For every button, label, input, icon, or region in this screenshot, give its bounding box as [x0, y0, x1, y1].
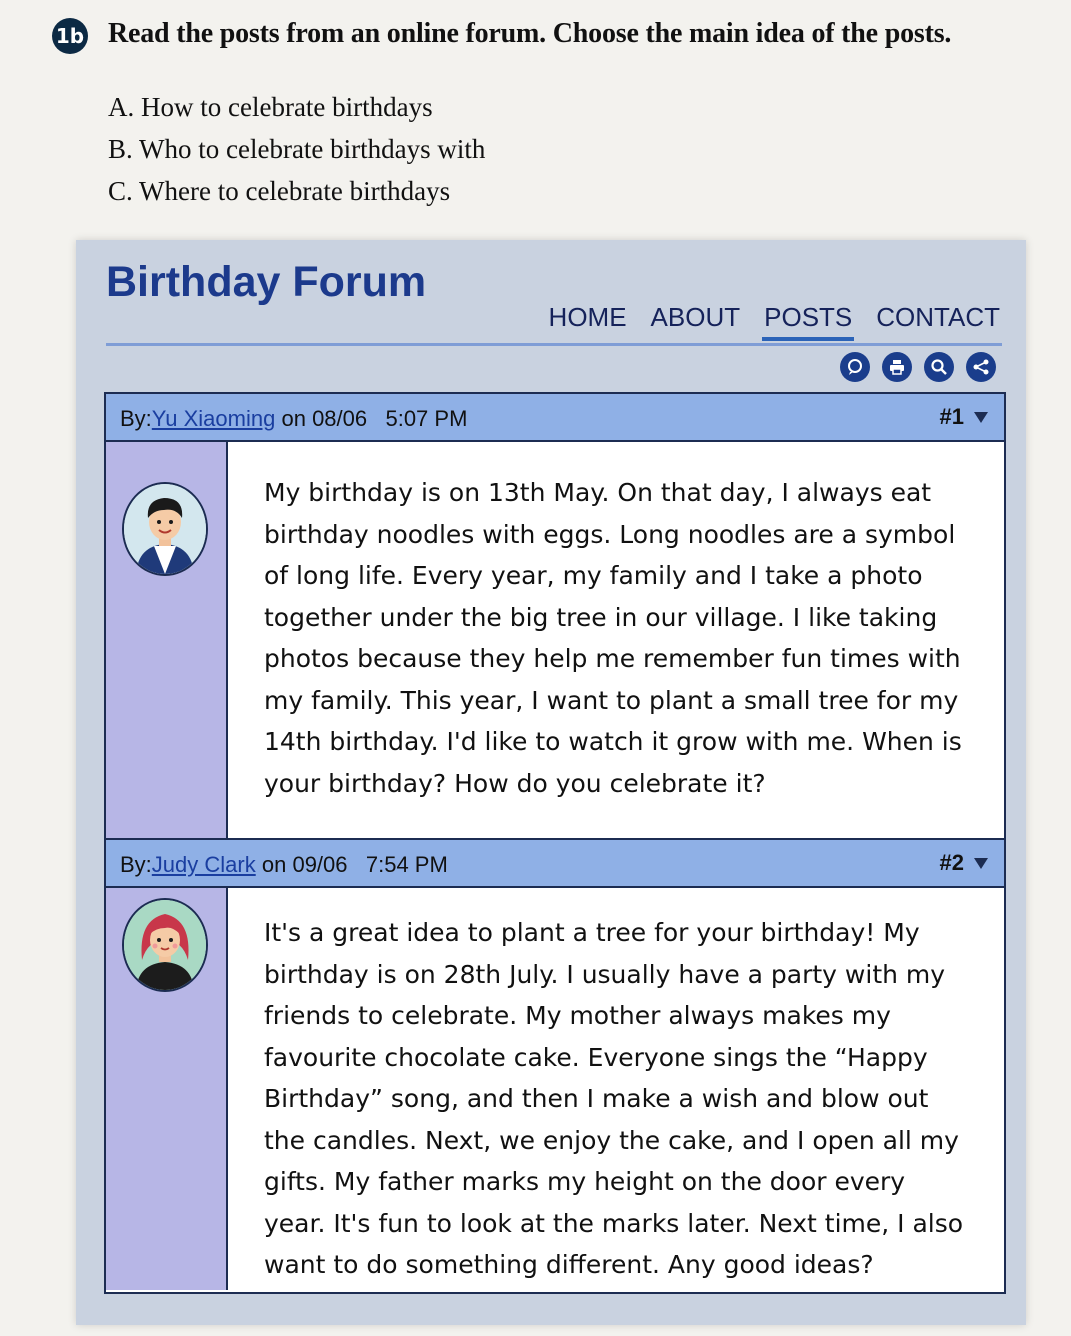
post-body [106, 442, 1004, 838]
author-link[interactable]: Judy Clark [151, 852, 256, 877]
avatar-girl [122, 898, 208, 992]
post-byline [120, 406, 467, 432]
chat-icon[interactable] [840, 352, 870, 382]
post-header [106, 840, 1004, 888]
post-byline [120, 852, 448, 878]
forum-toolbar [840, 352, 996, 382]
avatar-boy [122, 482, 208, 576]
search-icon[interactable] [924, 352, 954, 382]
author-link[interactable]: Yu Xiaoming [151, 406, 276, 431]
post-number [940, 850, 988, 876]
nav-divider [106, 343, 1002, 346]
dropdown-arrow-icon[interactable] [974, 412, 988, 423]
answer-options [108, 86, 485, 212]
forum-post-2 [104, 838, 1006, 1294]
post-text: My birthday is on 13th May. On that day, I always eat birthday noodles with eggs. Long noodles are a symbol of long life. Every year, my family and I take a photo together under the big tree in our village. I like taking photos because they help me remember fun times with my family. This year, I want to plant a small tree for my 14th birthday. I'd like to watch it grow with me. When is your birthday? How do you celebrate it? [264, 478, 962, 798]
share-icon[interactable] [966, 352, 996, 382]
question-number-badge: 1b [52, 18, 88, 54]
post-body [106, 888, 1004, 1290]
forum-post-1 [104, 392, 1006, 842]
post-header [106, 394, 1004, 442]
nav-about[interactable]: ABOUT [650, 302, 741, 332]
post-text: It's a great idea to plant a tree for your birthday! My birthday is on 28th July. I usually have a party with my friends to celebrate. My mother always makes my favourite chocolate cake. Everyone sings the “Happy Birthday” song, and then I make a wish and blow out the candles. Next, we enjoy the cake, and I open all my gifts. My father marks my height on the door every year. It's fun to look at the marks later. Next time, I also want to do something different. Any good ideas? [264, 918, 964, 1279]
post-number [940, 404, 988, 430]
post-time: 7:54 PM [365, 852, 448, 877]
avatar-column [106, 888, 228, 1290]
post-number-label: #2 [939, 850, 964, 875]
on-label: on [261, 852, 287, 877]
by-label: By: [120, 852, 152, 877]
forum-nav [547, 302, 1002, 341]
by-label: By: [120, 406, 152, 431]
option-a[interactable]: A. How to celebrate birthdays [108, 92, 433, 122]
post-number-label: #1 [939, 404, 964, 429]
question-text: Read the posts from an online forum. Choose the main idea of the posts. [108, 18, 952, 49]
on-label: on [281, 406, 306, 431]
option-c[interactable]: C. Where to celebrate birthdays [108, 176, 451, 206]
option-b[interactable]: B. Who to celebrate birthdays with [108, 134, 486, 164]
post-date: 09/06 [292, 852, 348, 877]
post-date: 08/06 [312, 406, 368, 431]
nav-contact[interactable]: CONTACT [876, 302, 1000, 332]
nav-home[interactable]: HOME [548, 302, 627, 332]
nav-posts[interactable]: POSTS [762, 302, 854, 341]
forum-title: Birthday Forum [106, 258, 427, 306]
forum-window [76, 240, 1026, 1325]
print-icon[interactable] [882, 352, 912, 382]
dropdown-arrow-icon[interactable] [974, 858, 988, 869]
post-time: 5:07 PM [385, 406, 468, 431]
avatar-column [106, 442, 228, 838]
